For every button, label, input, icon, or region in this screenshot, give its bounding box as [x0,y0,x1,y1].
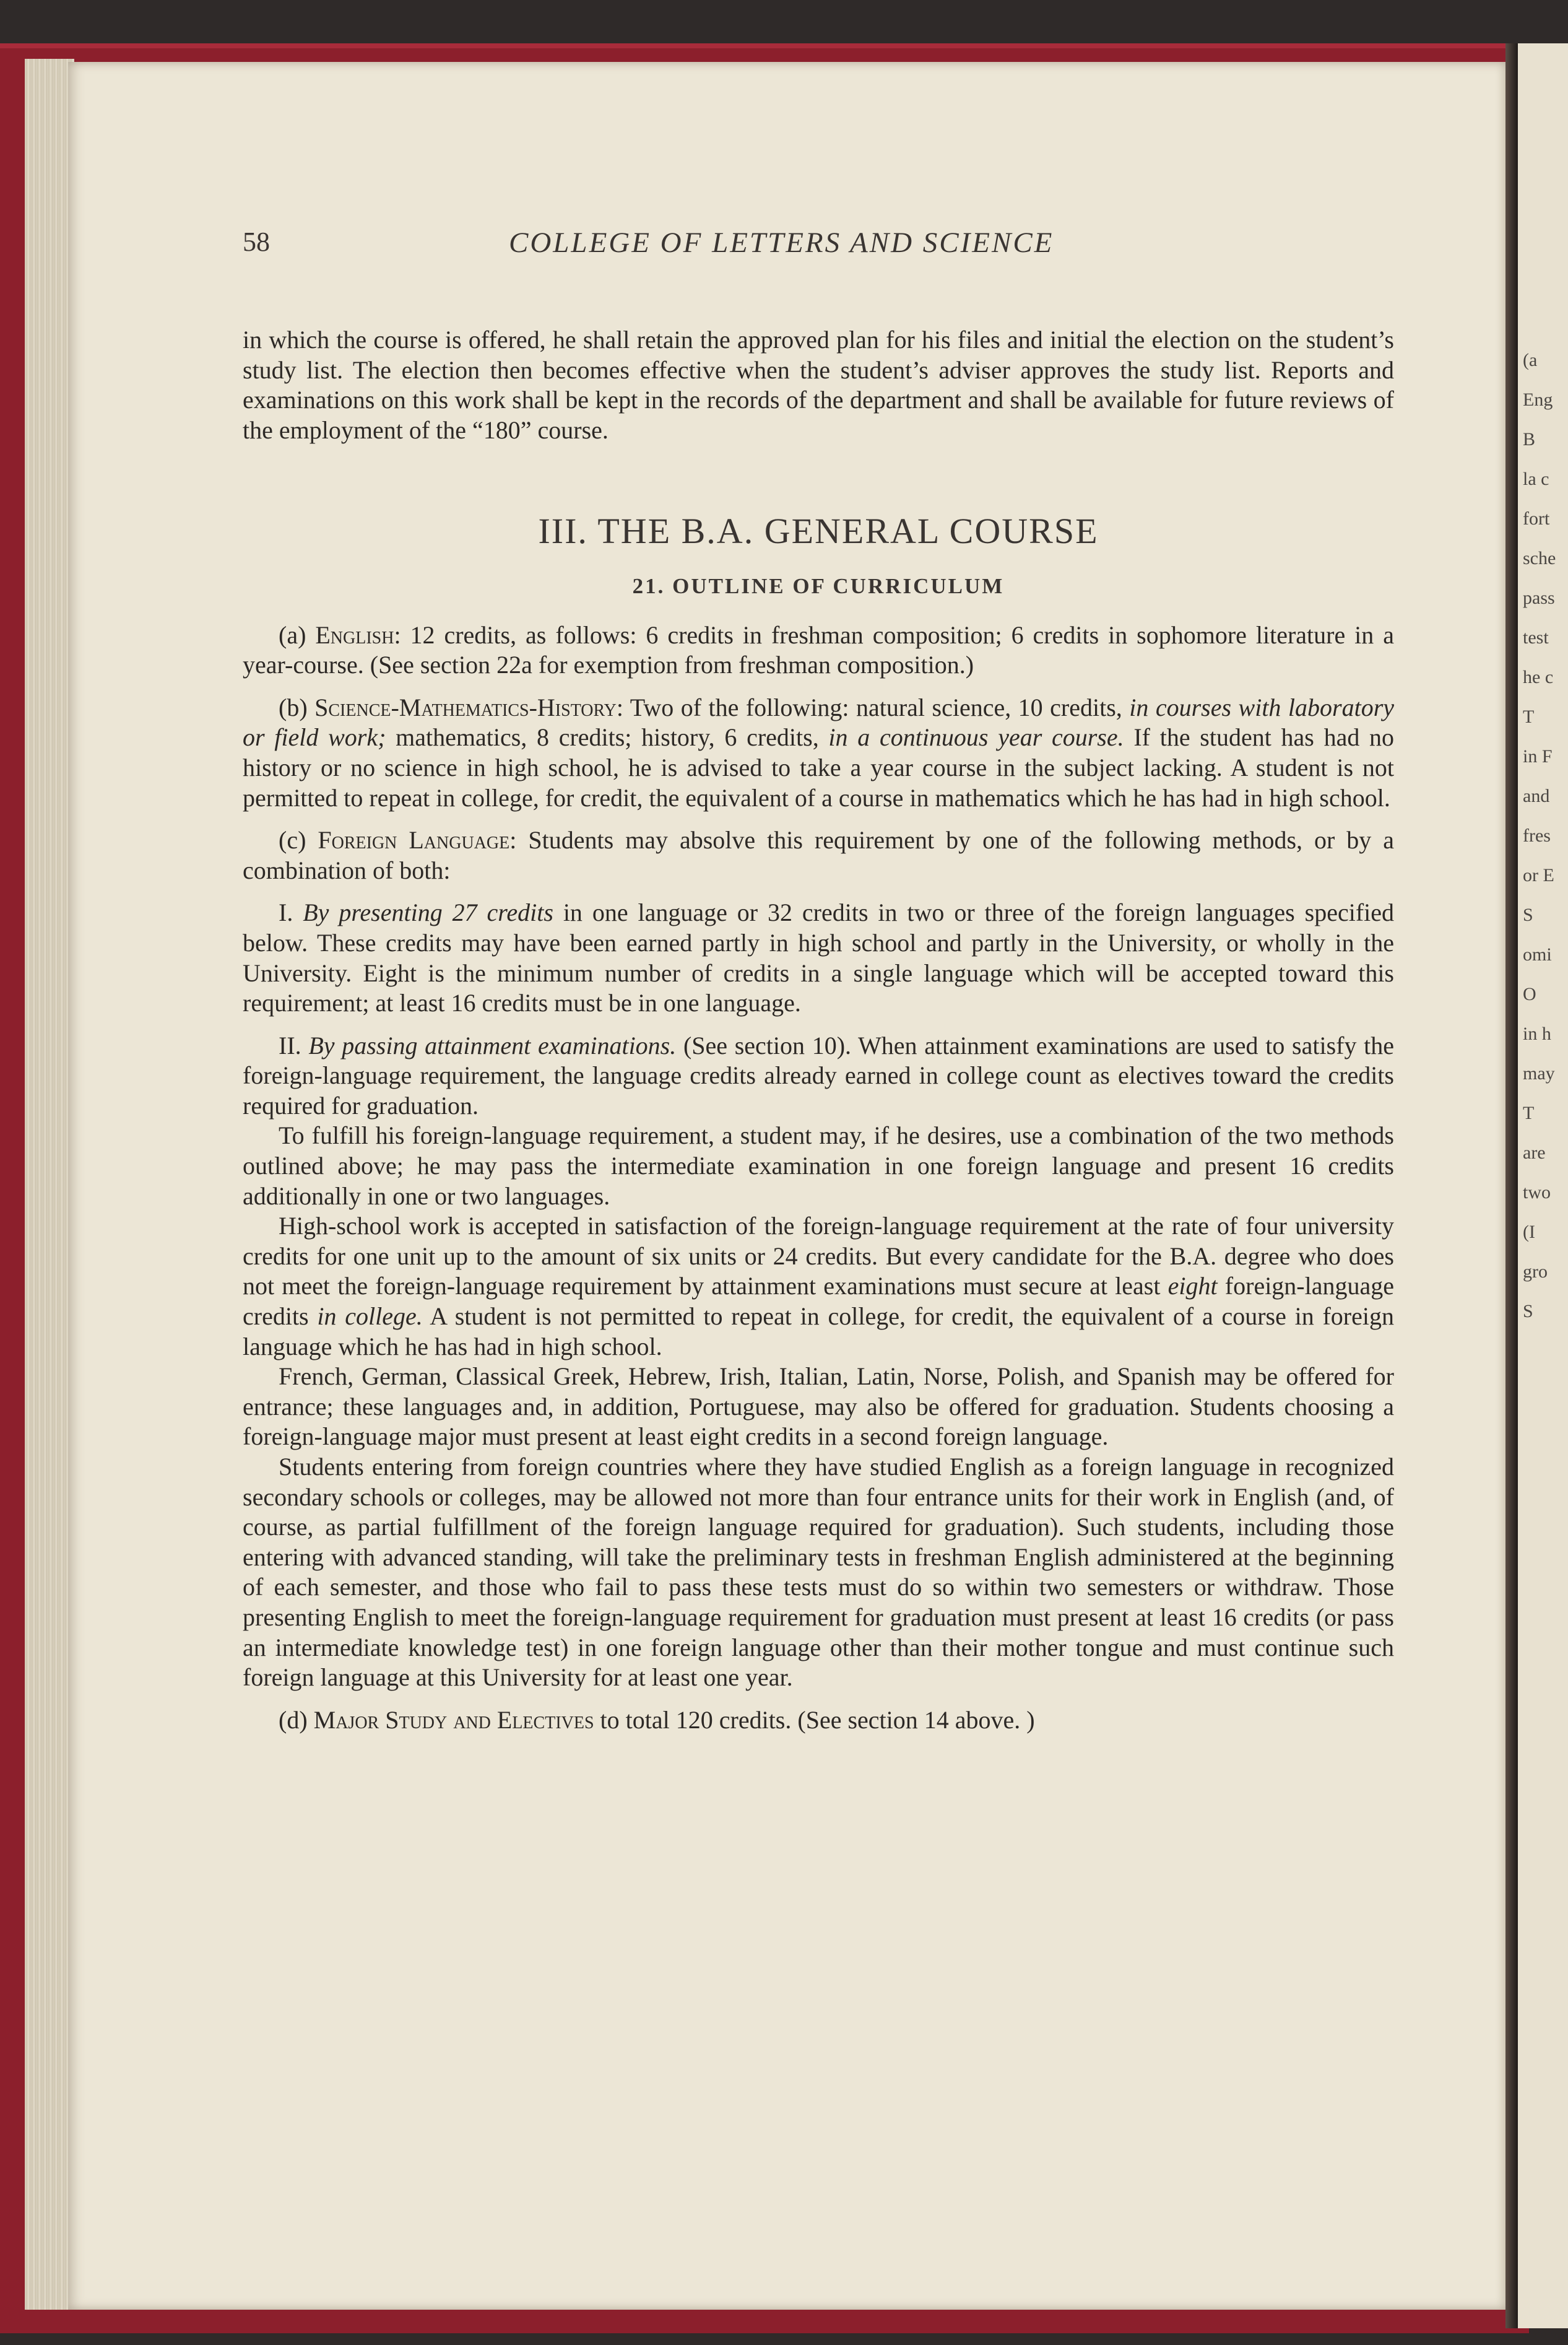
item-a-english [243,620,1394,681]
fragment: sche [1523,548,1556,568]
fragment: la c [1523,469,1549,489]
method-two [243,1031,1394,1121]
paragraph-text: High-school work is accepted in satisfaction of the foreign-language requirement at the rate of four university credits for one unit up to the amount of six units or 24 credits. But every candidate for the B.A. degree who does not meet the foreign-language requirement by attainment examinations must secure at least [243,1212,1394,1300]
paragraph-emphasis: eight [1167,1272,1218,1300]
subsection-heading: 21. OUTLINE OF CURRICULUM [632,573,1005,598]
fragment: pass [1523,588,1555,608]
adjacent-page [1518,43,1568,2328]
paragraph-emphasis: in college. [317,1302,423,1331]
item-c-foreign-language [243,825,1394,885]
page-edges [25,59,74,2310]
fragment: S [1523,1301,1533,1321]
fragment: B [1523,429,1536,450]
item-text: 12 credits, as follows: 6 credits in freshman composition; 6 credits in sophomore literature in a year-course. (See section 22a for exemption from freshman composition.) [243,620,1395,679]
item-text: Two of the following: natural science, 10 credits, [630,693,1122,721]
item-marker: (c) [279,826,306,855]
item-text: mathematics, 8 credits; history, 6 credits, [396,723,819,752]
languages-paragraph: French, German, Classical Greek, Hebrew, Irish, Italian, Latin, Norse, Polish, and Spanish may be offered for entrance; these languages and, in addition, Portuguese, may also be offered for graduation. Students choosing a foreign-language major must present at least eight credits in a second foreign language. [243,1362,1394,1451]
method-emphasis: By passing attainment examinations. [308,1031,677,1059]
method-text: in one language or 32 credits in two or three of the foreign languages specified below. These credits may have been earned partly in high school and partly in the University, or wholly in the University. Eight is the minimum number of credits in a single language which will be accepted toward this requirement; at least 16 credits must be in one language. [243,898,1395,1017]
method-one [243,898,1394,1018]
fragment: O [1523,984,1536,1004]
section-heading: III. THE B.A. GENERAL COURSE [538,511,1099,552]
running-title: COLLEGE OF LETTERS AND SCIENCE [509,227,1054,259]
item-text: to total 120 credits. (See section 14 above. ) [600,1705,1035,1734]
fragment: two [1523,1182,1551,1203]
method-marker: II. [279,1031,301,1059]
fragment: S [1523,905,1533,925]
method-text: (See section 10). When attainment examinations are used to satisfy the foreign-language requirement, the language credits already earned in college count as electives toward the credits required for graduation. [243,1031,1395,1120]
method-emphasis: By presenting 27 credits [303,898,553,927]
page-number: 58 [243,227,270,257]
fragment: may [1523,1063,1555,1084]
item-text: Students may absolve this requirement by one of the following methods, or by a combination of both: [243,826,1395,884]
fragment: T [1523,1103,1535,1123]
fragment: (a [1523,350,1538,370]
fragment: are [1523,1142,1546,1163]
running-head [243,226,1394,269]
item-emphasis: in a continuous year course. [828,723,1124,752]
item-emphasis: in courses with laboratory or field work; [243,693,1395,752]
fulfill-paragraph: To fulfill his foreign-language requirement, a student may, if he desires, use a combination of the two methods outlined above; he may pass the intermediate examination in one foreign language and present 16 credits additionally in one or two languages. [243,1121,1394,1210]
page-body [243,325,1394,1735]
paragraph-text: foreign-language credits [243,1272,1394,1331]
fragment: fres [1523,825,1551,846]
item-label: Foreign Language: [318,826,517,855]
intro-paragraph: in which the course is offered, he shall retain the approved plan for his files and initial the election on the student’s study list. The election then becomes effective when the student’s adviser approves the study list. Reports and examinations on this work shall be kept in the records of the department and shall be available for future reviews of the employment of the “180” course. [243,326,1394,444]
fragment: (I [1523,1222,1535,1242]
fragment: fort [1523,508,1550,529]
adjacent-page-text [1523,341,1566,1331]
high-school-paragraph [243,1211,1394,1362]
fragment: or E [1523,865,1554,885]
paragraph-text: A student is not permitted to repeat in college, for credit, the equivalent of a course in foreign language which he has had in high school. [243,1302,1394,1360]
item-marker: (d) [279,1705,308,1734]
fragment: omi [1523,944,1552,965]
item-marker: (a) [279,620,306,649]
item-text: If the student has had no history or no science in high school, he is advised to take a year course in the subject lacking. A student is not permitted to repeat in college, for credit, the equivalent of a course in mathematics which he has had in high school. [243,723,1395,812]
fragment: in F [1523,746,1553,767]
method-marker: I. [279,898,293,927]
item-label: Major Study and Electives [313,1705,594,1734]
fragment: T [1523,707,1535,727]
fragment: in h [1523,1024,1551,1044]
item-label: Science-Mathematics-History: [314,693,623,721]
foreign-students-paragraph: Students entering from foreign countries where they have studied English as a foreign language in recognized secondary schools or colleges, may be allowed not more than four entrance units for their work in English (and, of course, as partial fulfillment of the foreign language required for graduation). Such students, including those entering with advanced standing, will take the preliminary tests in freshman English administered at the beginning of each semester, and those who fail to pass these tests must do so within two semesters or withdraw. Those presenting English to meet the foreign-language requirement for graduation must present at least 16 credits (or pass an intermediate knowledge test) in one foreign language other than their mother tongue and must continue such foreign language at this University for at least one year. [243,1453,1394,1692]
fragment: and [1523,786,1550,806]
item-d-major [243,1705,1394,1736]
item-marker: (b) [279,693,308,721]
book-gutter [1505,43,1518,2328]
fragment: Eng [1523,389,1553,410]
item-label: English: [315,620,401,649]
fragment: he c [1523,667,1554,687]
fragment: gro [1523,1261,1548,1282]
item-b-science [243,693,1394,813]
fragment: test [1523,627,1549,648]
